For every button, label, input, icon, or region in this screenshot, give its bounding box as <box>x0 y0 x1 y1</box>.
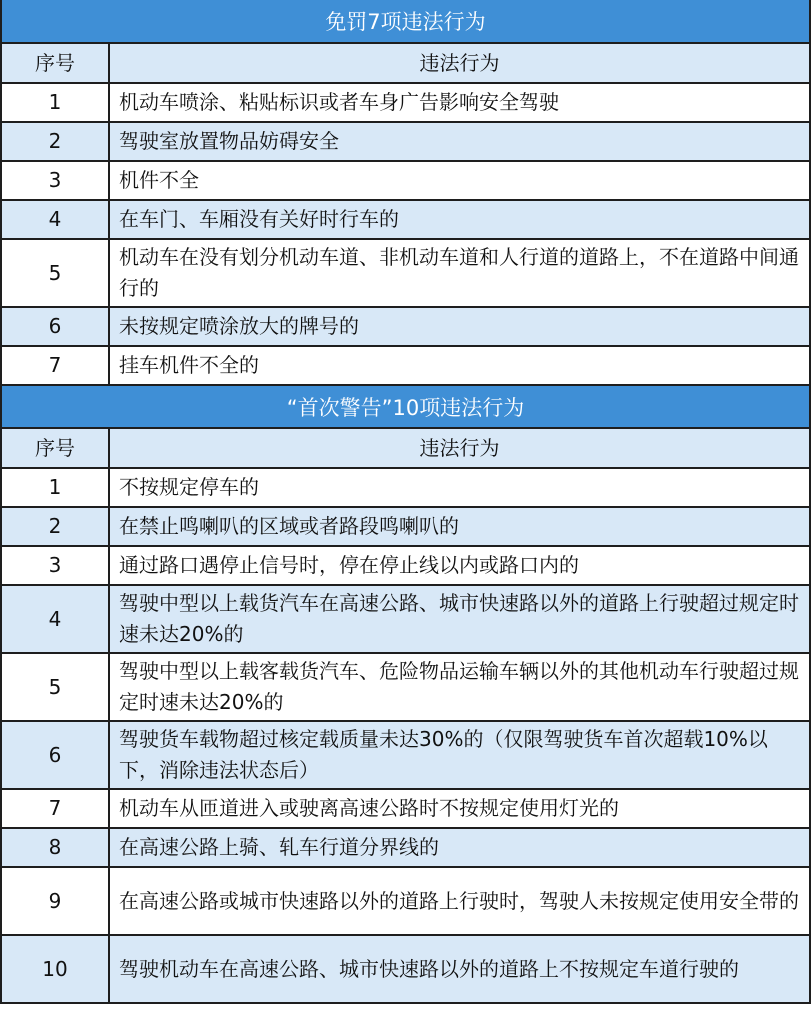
row-description: 在禁止鸣喇叭的区域或者路段鸣喇叭的 <box>109 507 810 546</box>
row-description: 机动车从匝道进入或驶离高速公路时不按规定使用灯光的 <box>109 789 810 828</box>
table-row <box>1 346 810 385</box>
row-description: 机动车在没有划分机动车道、非机动车道和人行道的道路上，不在道路中间通行的 <box>109 239 810 307</box>
row-number: 9 <box>1 867 109 935</box>
section1-table <box>0 42 811 386</box>
table-row <box>1 307 810 346</box>
table-row <box>1 200 810 239</box>
table-row <box>1 468 810 507</box>
table-row <box>1 867 810 935</box>
table-row <box>1 507 810 546</box>
row-description: 驾驶中型以上载货汽车在高速公路、城市快速路以外的道路上行驶超过规定时速未达20%的 <box>109 585 810 653</box>
table-row <box>1 789 810 828</box>
section2-title: “首次警告”10项违法行为 <box>0 386 811 427</box>
row-description: 驾驶机动车在高速公路、城市快速路以外的道路上不按规定车道行驶的 <box>109 935 810 1003</box>
row-description: 挂车机件不全的 <box>109 346 810 385</box>
row-number: 1 <box>1 83 109 122</box>
table-row <box>1 585 810 653</box>
table-row <box>1 721 810 789</box>
row-description: 未按规定喷涂放大的牌号的 <box>109 307 810 346</box>
row-number: 8 <box>1 828 109 867</box>
section1-header-row <box>1 43 810 83</box>
section1-title: 免罚7项违法行为 <box>0 0 811 42</box>
table-row <box>1 161 810 200</box>
section1-header-num: 序号 <box>1 43 109 83</box>
row-number: 3 <box>1 546 109 585</box>
section2-table <box>0 427 811 1004</box>
row-description: 驾驶中型以上载客载货汽车、危险物品运输车辆以外的其他机动车行驶超过规定时速未达20%的 <box>109 653 810 721</box>
row-description: 驾驶货车载物超过核定载质量未达30%的（仅限驾驶货车首次超载10%以下，消除违法状态后） <box>109 721 810 789</box>
table-row <box>1 122 810 161</box>
row-number: 6 <box>1 721 109 789</box>
row-number: 1 <box>1 468 109 507</box>
row-number: 7 <box>1 789 109 828</box>
table-row <box>1 653 810 721</box>
row-description: 驾驶室放置物品妨碍安全 <box>109 122 810 161</box>
row-number: 6 <box>1 307 109 346</box>
table-row <box>1 239 810 307</box>
table-row <box>1 828 810 867</box>
row-number: 4 <box>1 200 109 239</box>
table-row <box>1 935 810 1003</box>
row-number: 2 <box>1 507 109 546</box>
row-number: 5 <box>1 239 109 307</box>
row-description: 机动车喷涂、粘贴标识或者车身广告影响安全驾驶 <box>109 83 810 122</box>
row-description: 在高速公路上骑、轧车行道分界线的 <box>109 828 810 867</box>
row-number: 5 <box>1 653 109 721</box>
row-description: 通过路口遇停止信号时，停在停止线以内或路口内的 <box>109 546 810 585</box>
table-row <box>1 83 810 122</box>
section2-header-desc: 违法行为 <box>109 428 810 468</box>
section1-header-desc: 违法行为 <box>109 43 810 83</box>
row-number: 7 <box>1 346 109 385</box>
row-number: 3 <box>1 161 109 200</box>
row-number: 2 <box>1 122 109 161</box>
row-number: 4 <box>1 585 109 653</box>
row-description: 在高速公路或城市快速路以外的道路上行驶时，驾驶人未按规定使用安全带的 <box>109 867 810 935</box>
row-description: 不按规定停车的 <box>109 468 810 507</box>
section2-header-num: 序号 <box>1 428 109 468</box>
row-number: 10 <box>1 935 109 1003</box>
row-description: 机件不全 <box>109 161 810 200</box>
table-row <box>1 546 810 585</box>
row-description: 在车门、车厢没有关好时行车的 <box>109 200 810 239</box>
section2-header-row <box>1 428 810 468</box>
